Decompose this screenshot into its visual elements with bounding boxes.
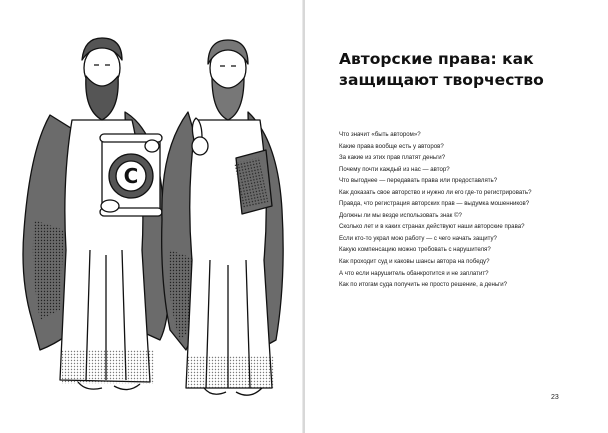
question-item: Должны ли мы везде использовать знак ©? — [339, 211, 462, 219]
page-number: 23 — [551, 394, 559, 401]
question-item: Как по итогам суда получить не просто решение, а деньги? — [339, 281, 508, 289]
question-item: Какую компенсацию можно требовать с нарушителя? — [339, 246, 491, 254]
question-item: Правда, что регистрация авторских прав — выдумка мошенников? — [339, 200, 530, 208]
question-item: Как проходит суд и каковы шансы автора на победу? — [339, 258, 490, 266]
two-saints-illustration — [10, 20, 293, 418]
question-item: Что значит «быть автором»? — [339, 131, 421, 138]
question-item: Какие права вообще есть у авторов? — [339, 142, 444, 150]
chapter-title: Авторские права: как защищают творчество — [339, 50, 544, 89]
question-item: За какие из этих прав платят деньги? — [339, 154, 446, 162]
copyright-icon — [109, 154, 153, 198]
question-item: А что если нарушитель обанкротится и не заплатит? — [339, 269, 489, 277]
question-item: Сколько лет и в каких странах действуют наши авторские права? — [339, 223, 525, 231]
question-list — [339, 129, 601, 291]
question-item: Как доказать свое авторство и нужно ли его где-то регистрировать? — [339, 188, 532, 196]
right-saint-figure — [162, 40, 283, 395]
svg-text:C: C — [123, 164, 139, 188]
left-page — [0, 0, 303, 433]
question-item: Что выгоднее — передавать права или предоставлять? — [339, 177, 498, 185]
question-item: Почему почти каждый из нас — автор? — [339, 165, 450, 173]
question-item: Если кто-то украл мою работу — с чего начать защиту? — [339, 234, 497, 242]
left-saint-figure — [23, 38, 168, 390]
right-page — [305, 0, 608, 433]
